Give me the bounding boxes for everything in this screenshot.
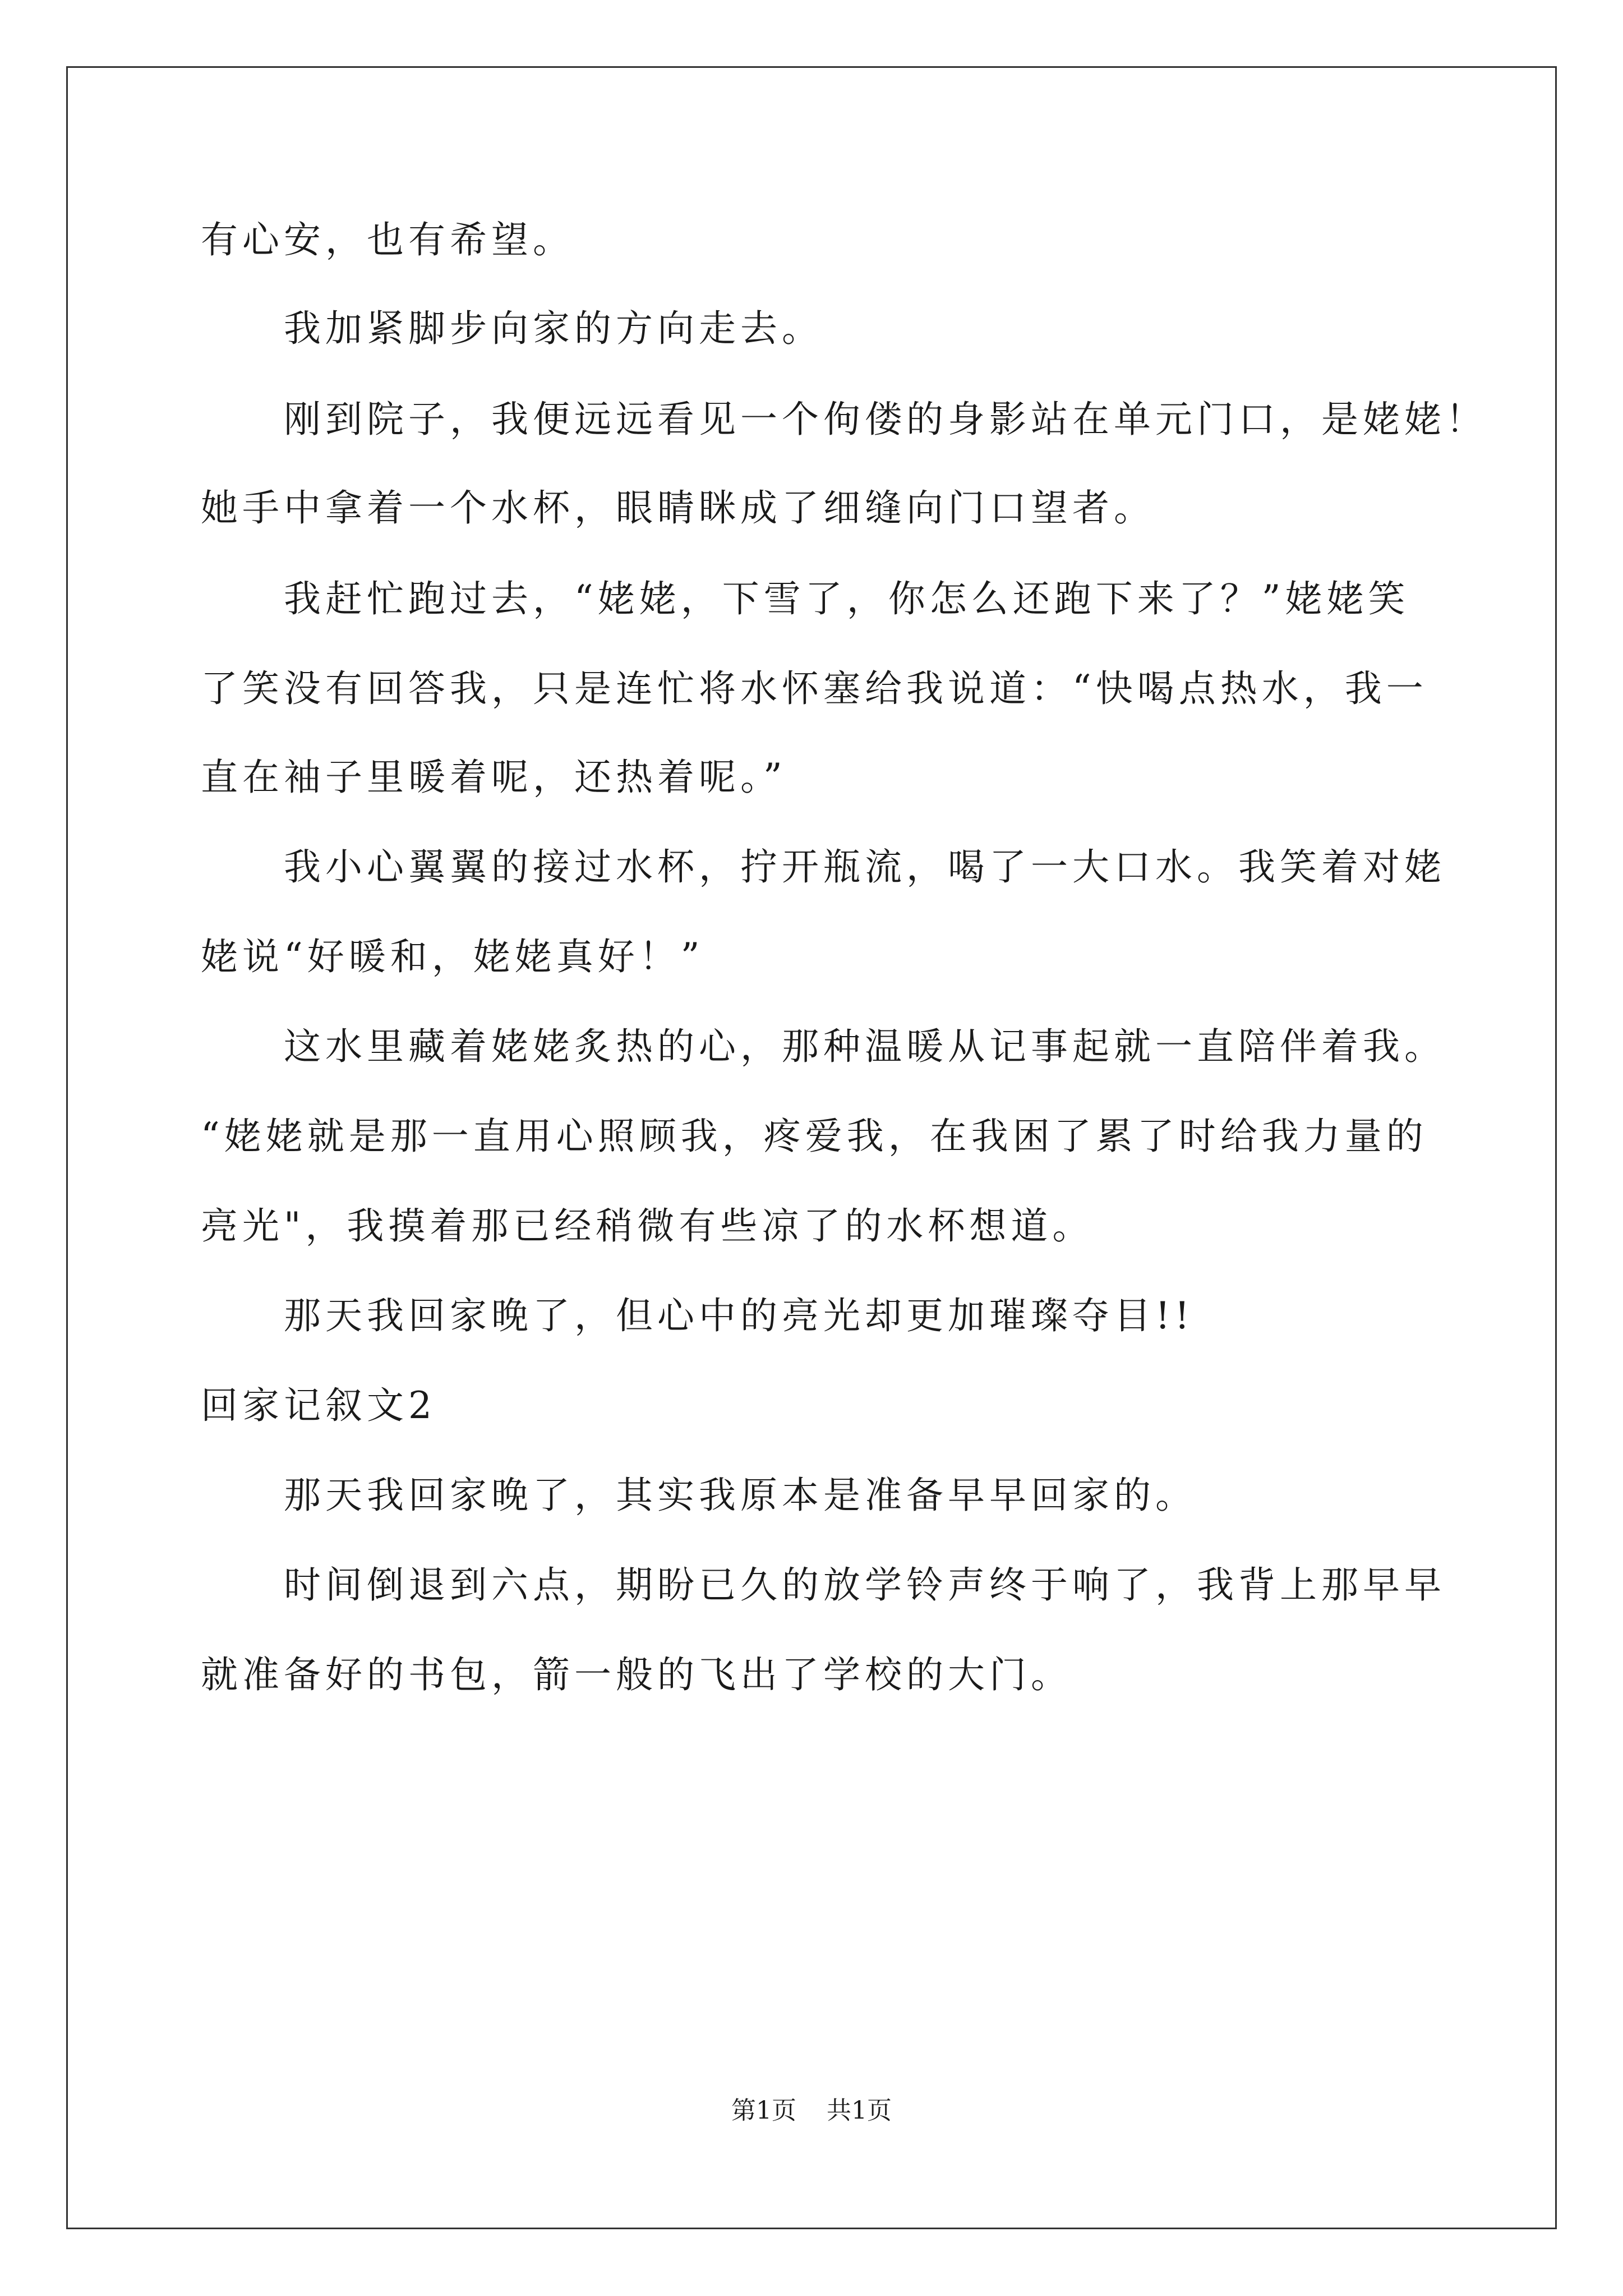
page-footer [0, 2095, 1623, 2127]
paragraph-line: 我小心翼翼的接过水杯，拧开瓶流，喝了一大口水。我笑着对姥 [284, 845, 1446, 889]
text-line: 直在袖子里暖着呢，还热着呢。” [201, 756, 787, 799]
paragraph-line: 那天我回家晚了，但心中的亮光却更加璀璨夺目!! [284, 1294, 1195, 1337]
text-line: “姥姥就是那一直用心照顾我，疼爱我，在我困了累了时给我力量的 [201, 1115, 1428, 1158]
text-line: 亮光"，我摸着那已经稍微有些凉了的水杯想道。 [201, 1204, 1094, 1248]
page-total: 共1页 [827, 2096, 892, 2125]
page-number: 第1页 [731, 2096, 796, 2125]
text-line: 她手中拿着一个水杯，眼睛眯成了细缝向门口望者。 [201, 486, 1155, 530]
paragraph-line: 时间倒退到六点，期盼已久的放学铃声终于响了，我背上那早早 [284, 1563, 1446, 1607]
text-line: 姥说“好暖和，姥姥真好！” [201, 935, 704, 978]
section-heading: 回家记叙文2 [201, 1384, 436, 1427]
paragraph-line: 我赶忙跑过去，“姥姥，下雪了，你怎么还跑下来了？”姥姥笑 [284, 577, 1410, 620]
text-line: 就准备好的书包，箭一般的飞出了学校的大门。 [201, 1653, 1072, 1696]
paragraph-line: 那天我回家晚了，其实我原本是准备早早回家的。 [284, 1474, 1197, 1517]
paragraph-line: 这水里藏着姥姥炙热的心，那种温暖从记事起就一直陪伴着我。 [284, 1025, 1446, 1068]
paragraph-line: 刚到院子，我便远远看见一个佝偻的身影站在单元门口，是姥姥！ [284, 398, 1487, 441]
text-line: 了笑没有回答我，只是连忙将水怀塞给我说道：“快喝点热水，我一 [201, 667, 1428, 710]
paragraph-line: 我加紧脚步向家的方向走去。 [284, 307, 823, 350]
text-line: 有心安，也有希望。 [201, 218, 574, 261]
